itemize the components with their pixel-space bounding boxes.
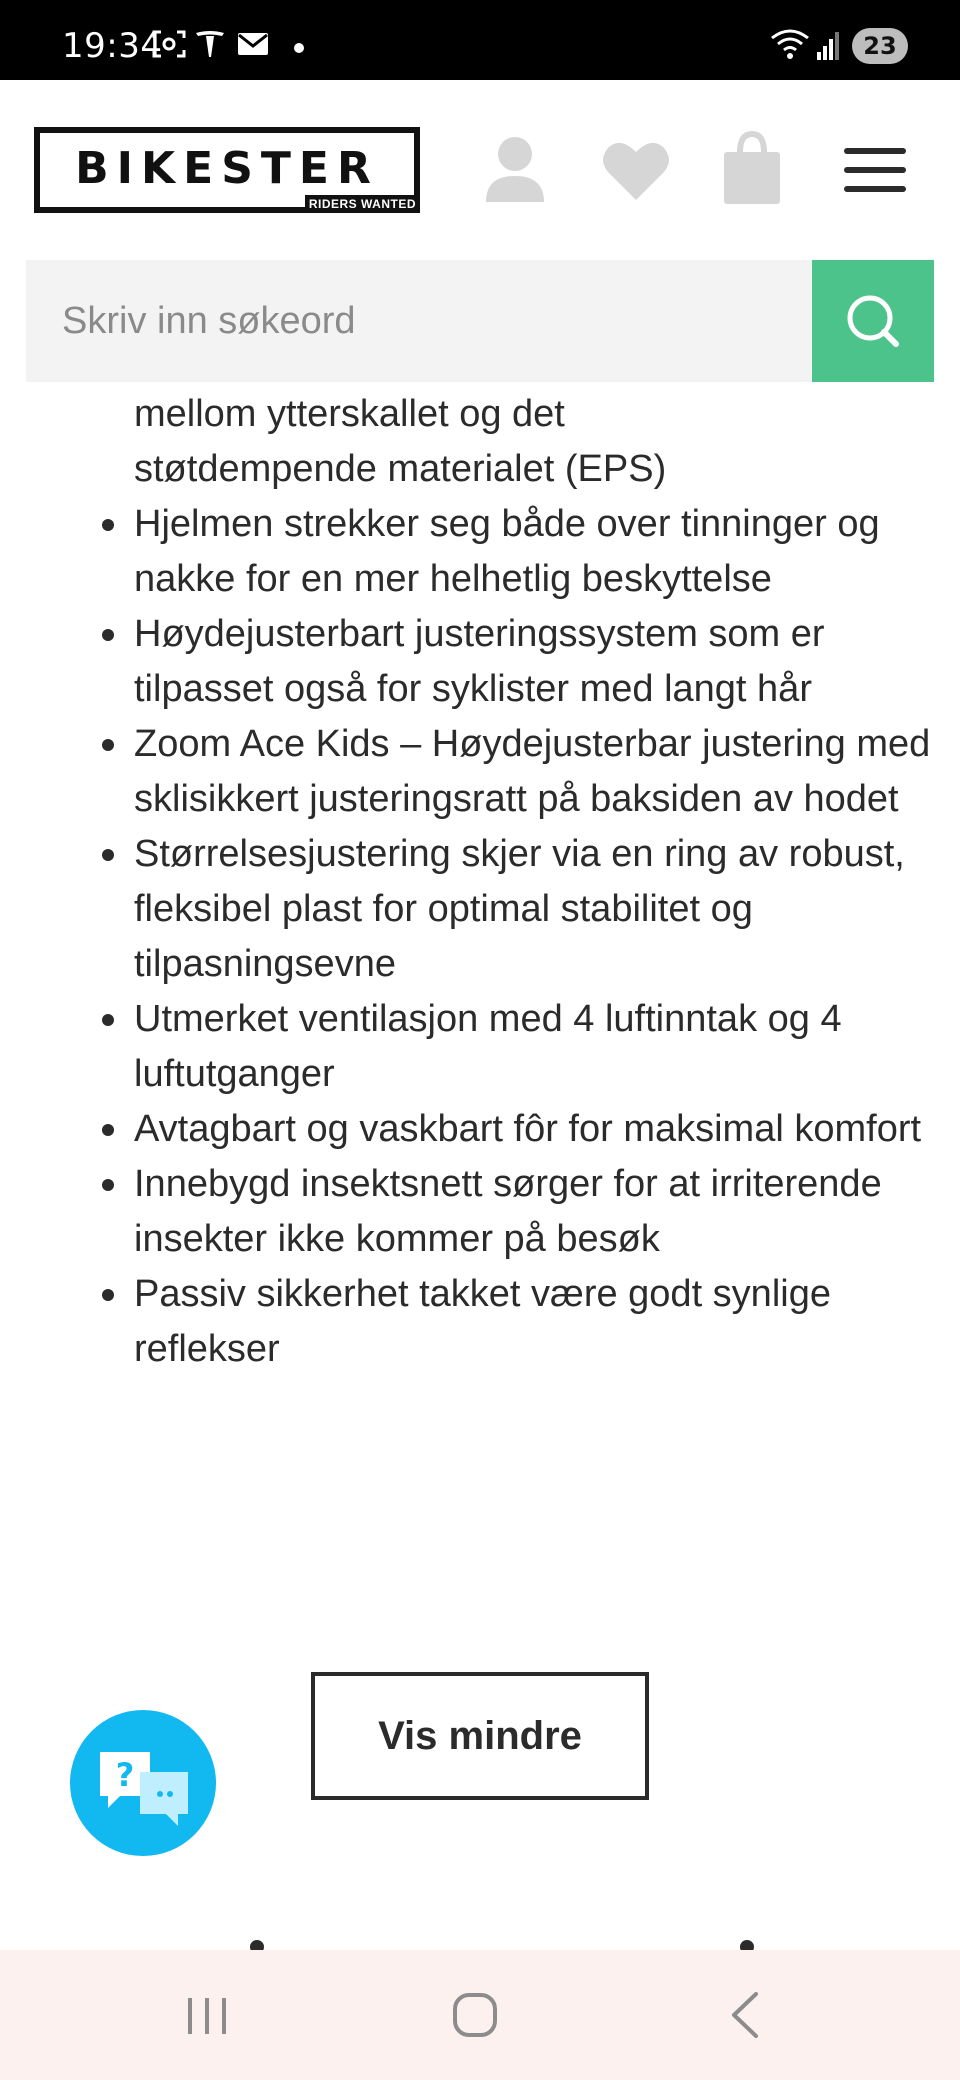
search-button[interactable]	[812, 260, 934, 382]
list-item: Avtagbart og vaskbart fôr for maksimal komfort	[0, 1102, 960, 1157]
logo-text: BIKESTER	[75, 143, 379, 194]
status-bar	[0, 0, 960, 80]
mail-icon	[236, 30, 270, 58]
list-item: Zoom Ace Kids – Høydejusterbar justering med sklisikkert justeringsratt på baksiden av hodet	[0, 717, 960, 827]
menu-icon[interactable]	[842, 130, 908, 210]
show-less-button[interactable]: Vis mindre	[311, 1672, 649, 1800]
home-icon[interactable]	[430, 1980, 520, 2050]
recent-apps-icon[interactable]	[162, 1980, 252, 2050]
wishlist-heart-icon[interactable]	[600, 130, 672, 210]
list-item: Størrelsesjustering skjer via en ring av robust, fleksibel plast for optimal stabilitet og tilpasningsevne	[0, 827, 960, 992]
list-item: Passiv sikkerhet takket være godt synlige reflekser	[0, 1267, 960, 1377]
chat-button[interactable]	[70, 1710, 216, 1856]
status-time: 19:34	[62, 26, 163, 66]
account-icon[interactable]	[480, 130, 550, 210]
svg-text:?: ?	[115, 1756, 135, 1794]
signal-icon	[816, 28, 840, 62]
search-input[interactable]	[26, 260, 812, 382]
logo-tagline: RIDERS WANTED	[305, 195, 420, 213]
list-item: Hjelmen strekker seg både over tinninger og nakke for en mer helhetlig beskyttelse	[0, 497, 960, 607]
tesla-icon	[194, 30, 226, 58]
search-bar	[26, 260, 934, 382]
list-item: Høydejusterbart justeringssystem som er tilpasset også for syklister med langt hår	[0, 607, 960, 717]
screenshot-icon	[152, 30, 186, 58]
battery-indicator: 23	[852, 28, 908, 64]
system-nav-bar	[0, 1950, 960, 2080]
site-header	[0, 80, 960, 258]
search-icon	[812, 260, 934, 382]
list-item: Innebygd insektsnett sørger for at irriterende insekter ikke kommer på besøk	[0, 1157, 960, 1267]
list-item-continued: støtdempende materialet (EPS)	[134, 448, 667, 490]
bikester-logo[interactable]	[34, 127, 420, 213]
list-item-continued: mellom ytterskallet og det	[134, 393, 565, 435]
wifi-icon	[770, 28, 810, 62]
shopping-bag-icon[interactable]	[720, 130, 784, 210]
feature-list	[0, 382, 960, 1377]
chat-help-icon	[70, 1710, 216, 1856]
back-icon[interactable]	[700, 1980, 790, 2050]
dot-icon	[292, 30, 306, 58]
list-item: Utmerket ventilasjon med 4 luftinntak og 4 luftutganger	[0, 992, 960, 1102]
